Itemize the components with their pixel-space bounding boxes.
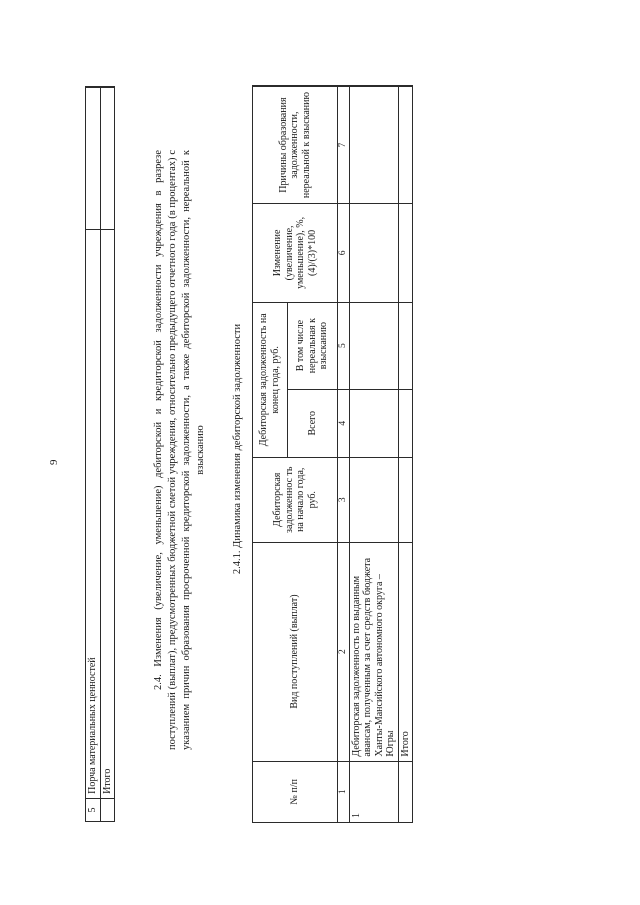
cell-reasons [398,86,413,204]
header-change: Изменение (увеличение, уменьшение), %, (4)/(3)*100 [253,204,338,303]
col-number: 3 [338,457,350,542]
table-row [100,87,115,822]
header-end-group: Дебиторская задолженность на конец года, руб. [253,302,288,457]
row-number [398,761,413,822]
cell-change [349,204,398,303]
col-number: 4 [338,389,350,457]
header-end-bad: В том числе нереальная к взысканию [287,302,337,389]
header-row [253,86,288,823]
row-label: Порча материальных ценностей [86,230,101,799]
table-row [86,87,101,822]
cell-end-bad [398,302,413,389]
col-number: 5 [338,302,350,389]
col-number: 7 [338,86,350,204]
row-type: Итого [398,542,413,761]
table-row [349,86,398,823]
header-type: Вид поступлений (выплат) [253,542,338,761]
col-number: 6 [338,204,350,303]
cell-end-total [398,389,413,457]
header-begin: Дебиторская задолженнос ть на начало года, руб. [253,457,338,542]
cell-begin [349,457,398,542]
section-2-4-text [152,150,208,750]
row-number [100,798,115,821]
cell-change [398,204,413,303]
receivables-dynamics-table [252,85,413,823]
row-label: Итого [100,230,115,799]
section-paragraph: 2.4. Изменения (увеличение, уменьшение) дебиторской и кредиторской задолженности учреждения в разрезе поступлений (выплат), предусмотренных бюджетной сметой учреждения, относительно предыдущего отчетного года (в процентах) с указанием причин образования просроченной кредиторской задолженности, а также дебиторской задолженности, нереальной к взысканию [153,150,206,750]
header-end-total: Всего [287,389,337,457]
table-row [398,86,413,823]
row-type: Дебиторская задолженность по выданным авансам, полученным за счет средств бюджета Ханты-Мансийского автономного округа – Югры [349,542,398,761]
header-num: № п/п [253,761,338,822]
subsection-title: 2.4.1. Динамика изменения дебиторской задолженности [232,323,243,575]
page-number: 9 [48,459,60,465]
cell-end-bad [349,302,398,389]
losses-table [85,86,115,822]
row-number: 5 [86,798,101,821]
column-numbers-row [338,86,350,823]
row-value [100,87,115,230]
col-number: 1 [338,761,350,822]
header-reasons: Причины образования задолженности, нереальной к взысканию [253,86,338,204]
col-number: 2 [338,542,350,761]
cell-end-total [349,389,398,457]
row-value [86,87,101,230]
cell-begin [398,457,413,542]
row-number: 1 [349,761,398,822]
cell-reasons [349,86,398,204]
